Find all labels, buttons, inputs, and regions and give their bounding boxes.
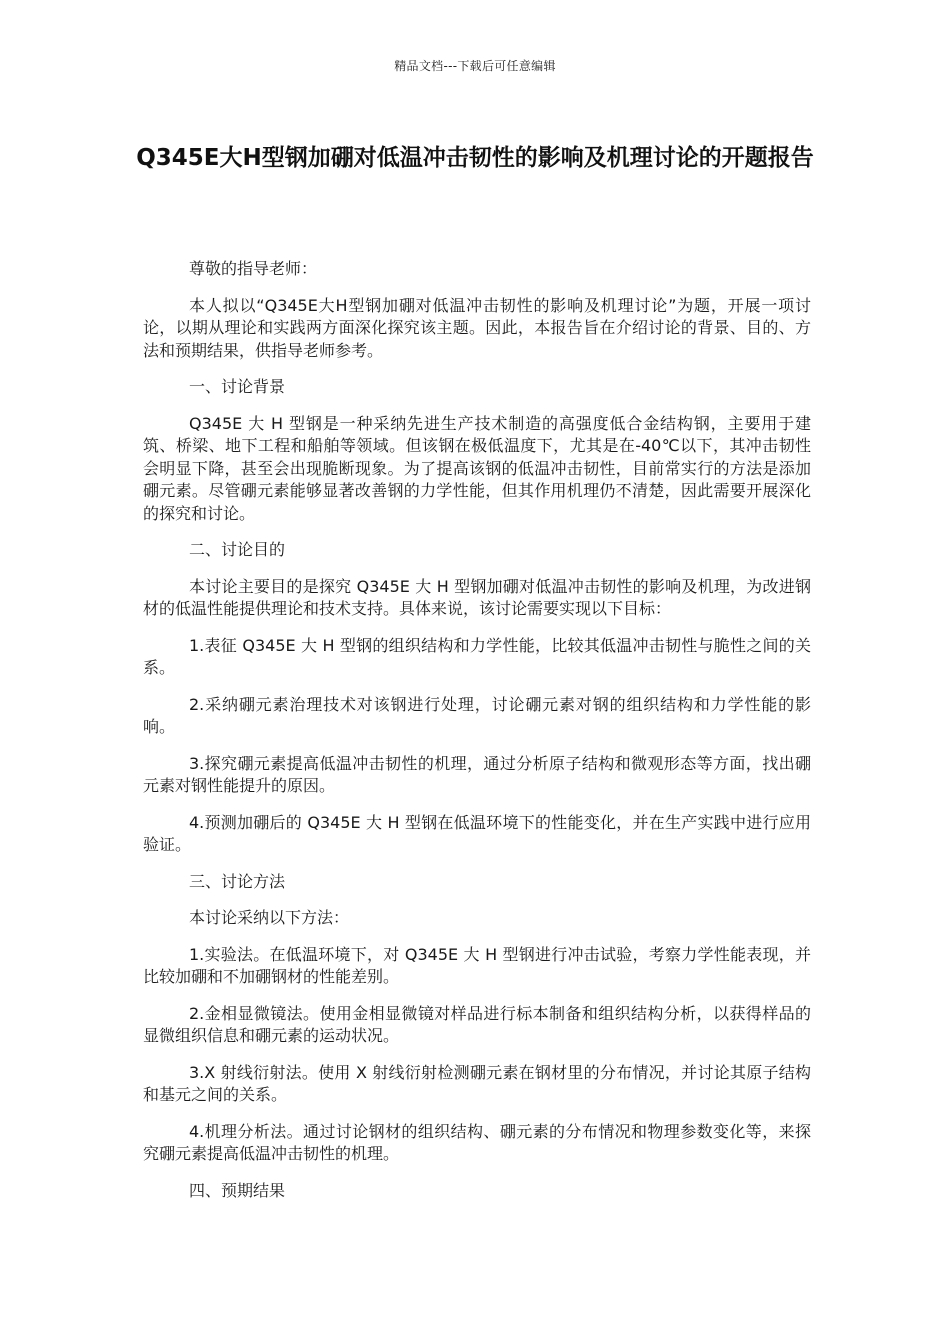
goal-item-2: 2.采纳硼元素治理技术对该钢进行处理，讨论硼元素对钢的组织结构和力学性能的影响。: [143, 694, 811, 736]
method-item-2: 2.金相显微镜法。使用金相显微镜对样品进行标本制备和组织结构分析，以获得样品的显微组织信息和硼元素的运动状况。: [143, 1003, 811, 1045]
document-body: [143, 258, 811, 1216]
document-title: Q345E大H型钢加硼对低温冲击韧性的影响及机理讨论的开题报告: [136, 145, 814, 171]
method-item-1: 1.实验法。在低温环境下，对 Q345E 大 H 型钢进行冲击试验，考察力学性能表现，并比较加硼和不加硼钢材的性能差别。: [143, 944, 811, 986]
section-heading-methods: 三、讨论方法: [189, 871, 286, 891]
section-heading-background: 一、讨论背景: [189, 377, 286, 396]
header-note: 精品文档---下载后可任意编辑: [394, 59, 556, 73]
goal-item-1: 1.表征 Q345E 大 H 型钢的组织结构和力学性能，比较其低温冲击韧性与脆性之间的关系。: [143, 635, 811, 677]
background-paragraph: Q345E 大 H 型钢是一种采纳先进生产技术制造的高强度低合金结构钢，主要用于建筑、桥梁、地下工程和船舶等领域。但该钢在极低温度下，尤其是在-40℃以下，其冲击韧性会明显下降，甚至会出现脆断现象。为了提高该钢的低温冲击韧性，目前常实行的方法是添加硼元素。尽管硼元素能够显著改善钢的力学性能，但其作用机理仍不清楚，因此需要开展深化的探究和讨论。: [143, 413, 811, 523]
salutation: 尊敬的指导老师：: [189, 259, 318, 278]
method-item-4: 4.机理分析法。通过讨论钢材的组织结构、硼元素的分布情况和物理参数变化等，来探究硼元素提高低温冲击韧性的机理。: [143, 1121, 811, 1163]
methods-intro: 本讨论采纳以下方法：: [189, 908, 350, 927]
intro-paragraph: 本人拟以“Q345E大H型钢加硼对低温冲击韧性的影响及机理讨论”为题，开展一项讨论，以期从理论和实践两方面深化探究该主题。因此，本报告旨在介绍讨论的背景、目的、方法和预期结果，供指导老师参考。: [143, 295, 811, 360]
section-heading-purpose: 二、讨论目的: [189, 540, 286, 559]
section-heading-expected-results: 四、预期结果: [189, 1180, 286, 1200]
goal-item-3: 3.探究硼元素提高低温冲击韧性的机理，通过分析原子结构和微观形态等方面，找出硼元素对钢性能提升的原因。: [143, 753, 811, 795]
purpose-paragraph: 本讨论主要目的是探究 Q345E 大 H 型钢加硼对低温冲击韧性的影响及机理，为改进钢材的低温性能提供理论和技术支持。具体来说，该讨论需要实现以下目标：: [143, 576, 811, 618]
method-item-3: 3.X 射线衍射法。使用 X 射线衍射检测硼元素在钢材里的分布情况，并讨论其原子结构和基元之间的关系。: [143, 1062, 811, 1104]
goal-item-4: 4.预测加硼后的 Q345E 大 H 型钢在低温环境下的性能变化，并在生产实践中进行应用验证。: [143, 812, 811, 854]
